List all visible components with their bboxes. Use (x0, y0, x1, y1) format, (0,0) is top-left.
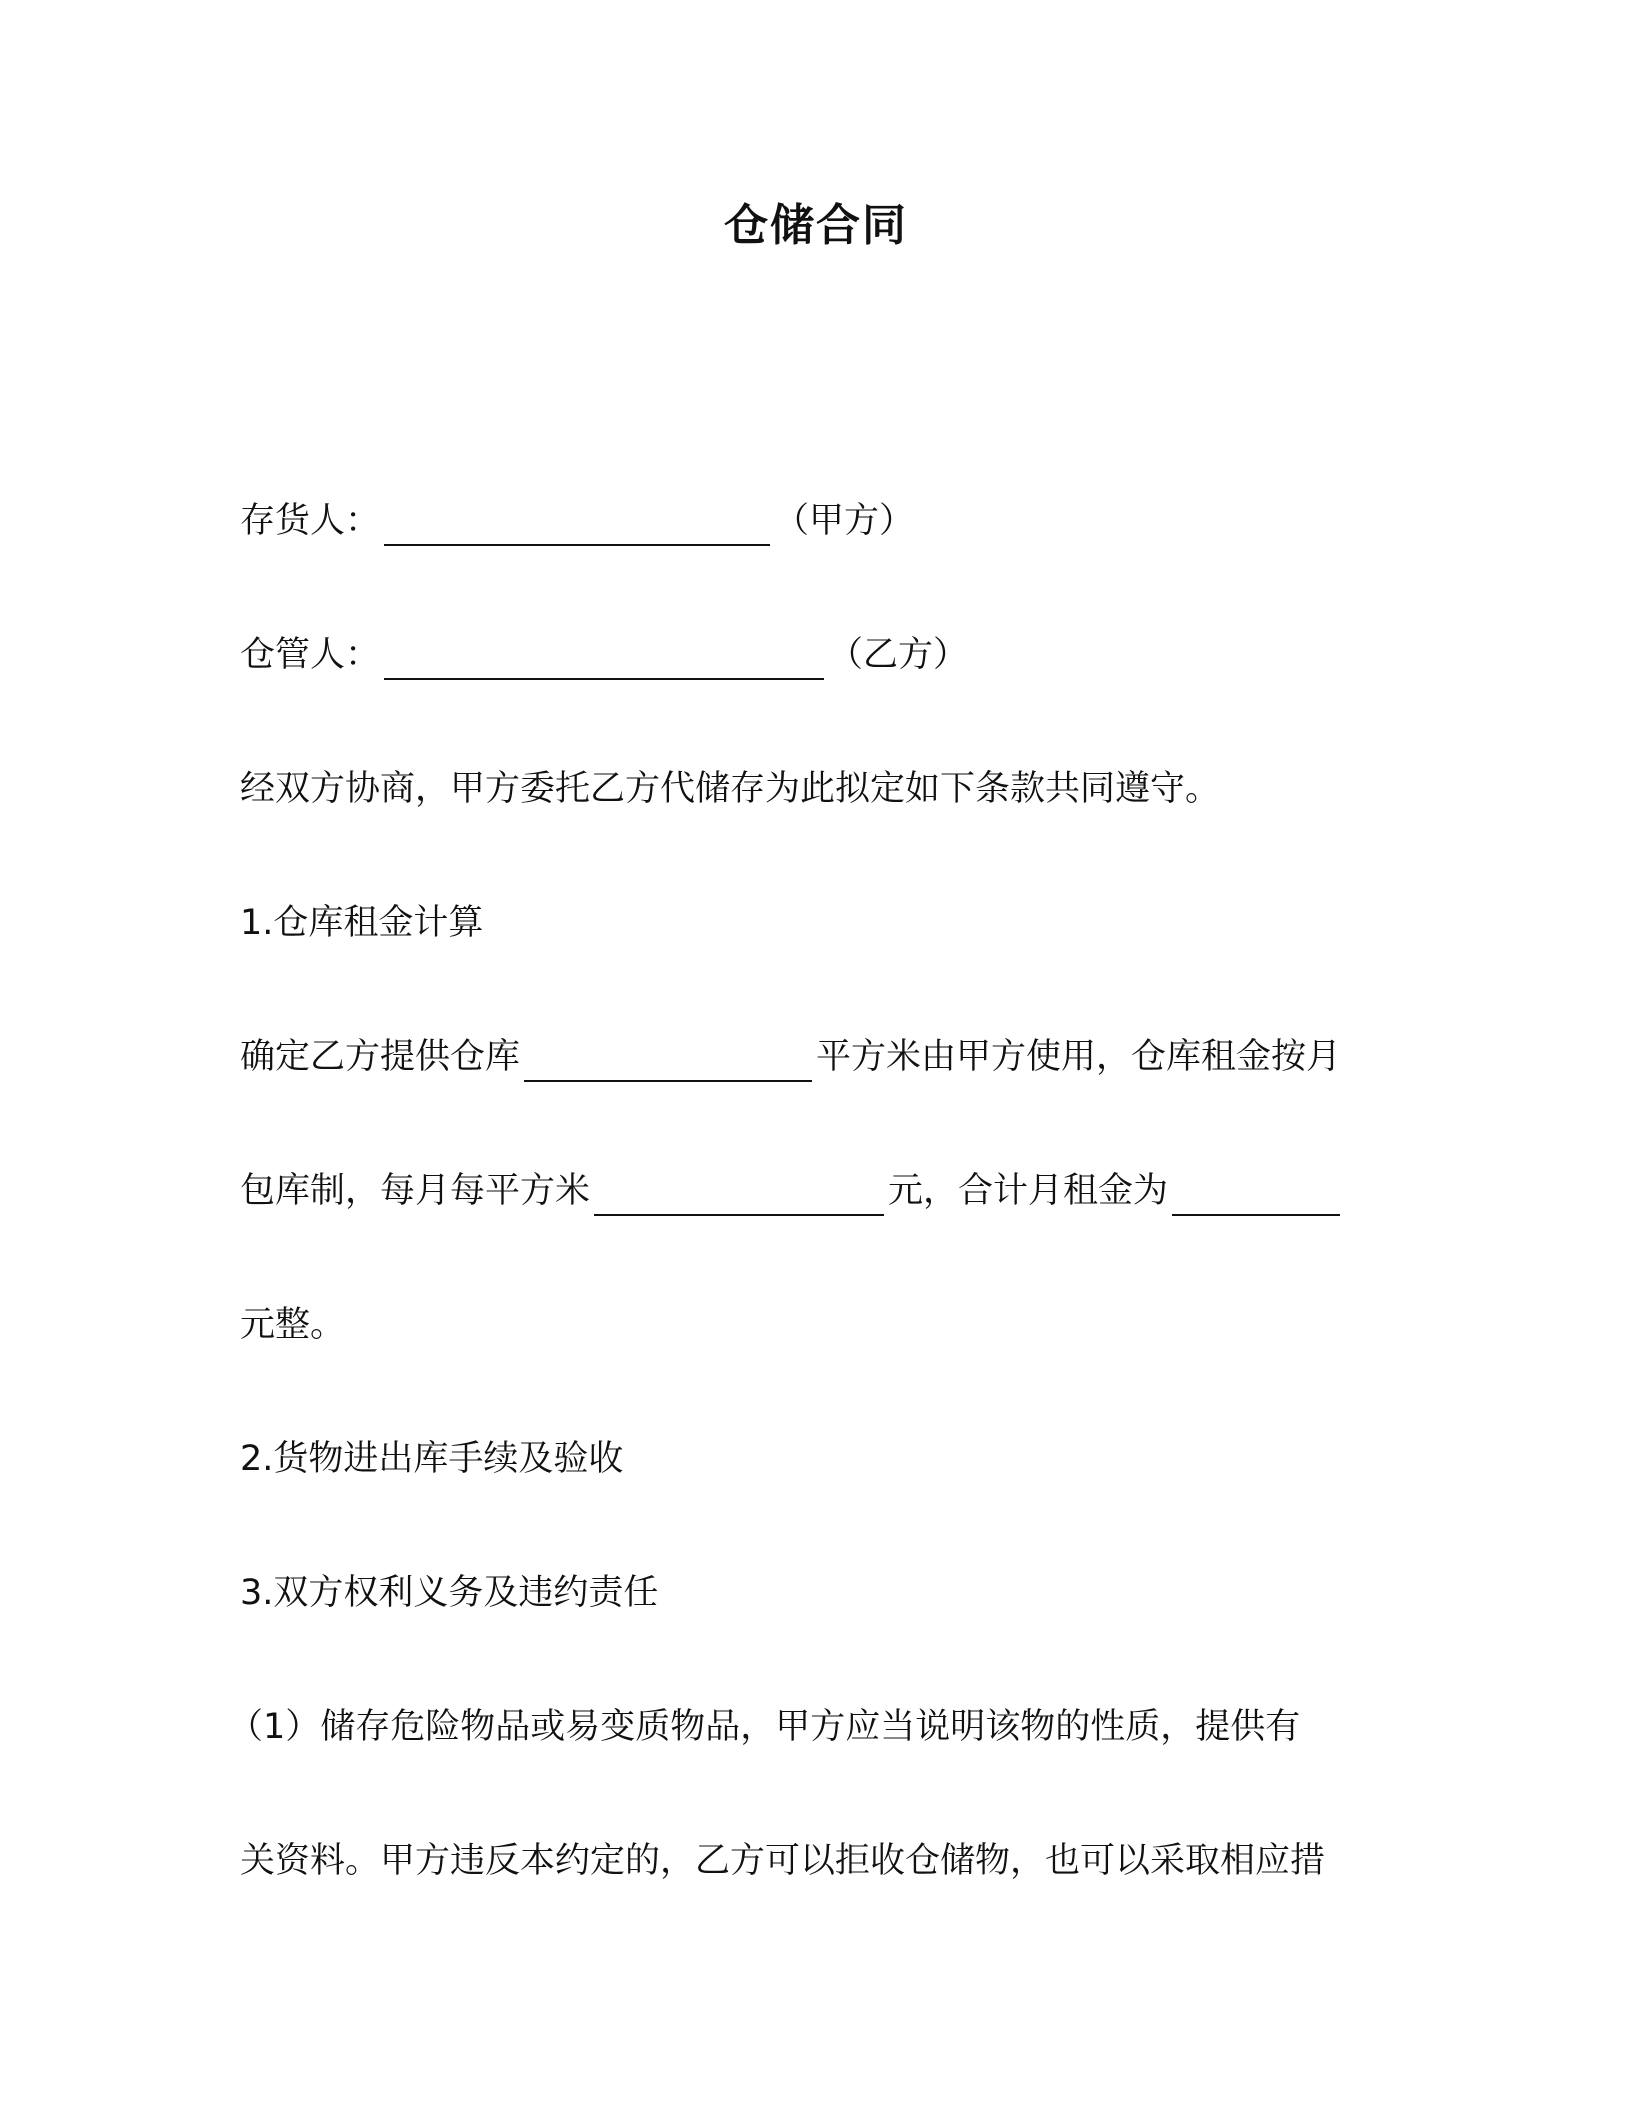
section3-item1-line2: 关资料。甲方违反本约定的，乙方可以拒收仓储物，也可以采取相应措 (240, 1841, 1326, 1881)
keeper-suffix: （乙方） (828, 635, 969, 675)
warehouse-area-blank[interactable] (524, 1036, 812, 1082)
monthly-rent-blank[interactable] (1172, 1170, 1340, 1216)
keeper-label: 仓管人： (240, 635, 381, 675)
section2-heading: 2.货物进出库手续及验收 (240, 1439, 624, 1479)
section1-line2-text-a: 包库制，每月每平方米 (240, 1171, 591, 1211)
section1-line1-text-a: 确定乙方提供仓库 (240, 1037, 521, 1077)
section1-line3: 元整。 (240, 1305, 346, 1345)
depositor-suffix: （甲方） (774, 501, 915, 541)
depositor-label: 存货人： (240, 501, 381, 541)
unit-price-blank[interactable] (594, 1170, 884, 1216)
section3-heading: 3.双方权利义务及违约责任 (240, 1573, 659, 1613)
depositor-line (240, 496, 914, 546)
section1-heading: 1.仓库租金计算 (240, 903, 484, 943)
section1-line1 (240, 1032, 1341, 1082)
section1-line2 (240, 1166, 1344, 1216)
section1-line1-text-b: 平方米由甲方使用，仓库租金按月 (816, 1037, 1342, 1077)
keeper-blank[interactable] (384, 634, 824, 680)
section1-line2-text-b: 元，合计月租金为 (888, 1171, 1169, 1211)
section3-item1-line1: （1）储存危险物品或易变质物品，甲方应当说明该物的性质，提供有 (228, 1707, 1301, 1747)
document-title: 仓储合同 (724, 200, 908, 251)
depositor-blank[interactable] (384, 500, 770, 546)
intro-paragraph: 经双方协商，甲方委托乙方代储存为此拟定如下条款共同遵守。 (240, 769, 1221, 809)
keeper-line (240, 630, 968, 680)
